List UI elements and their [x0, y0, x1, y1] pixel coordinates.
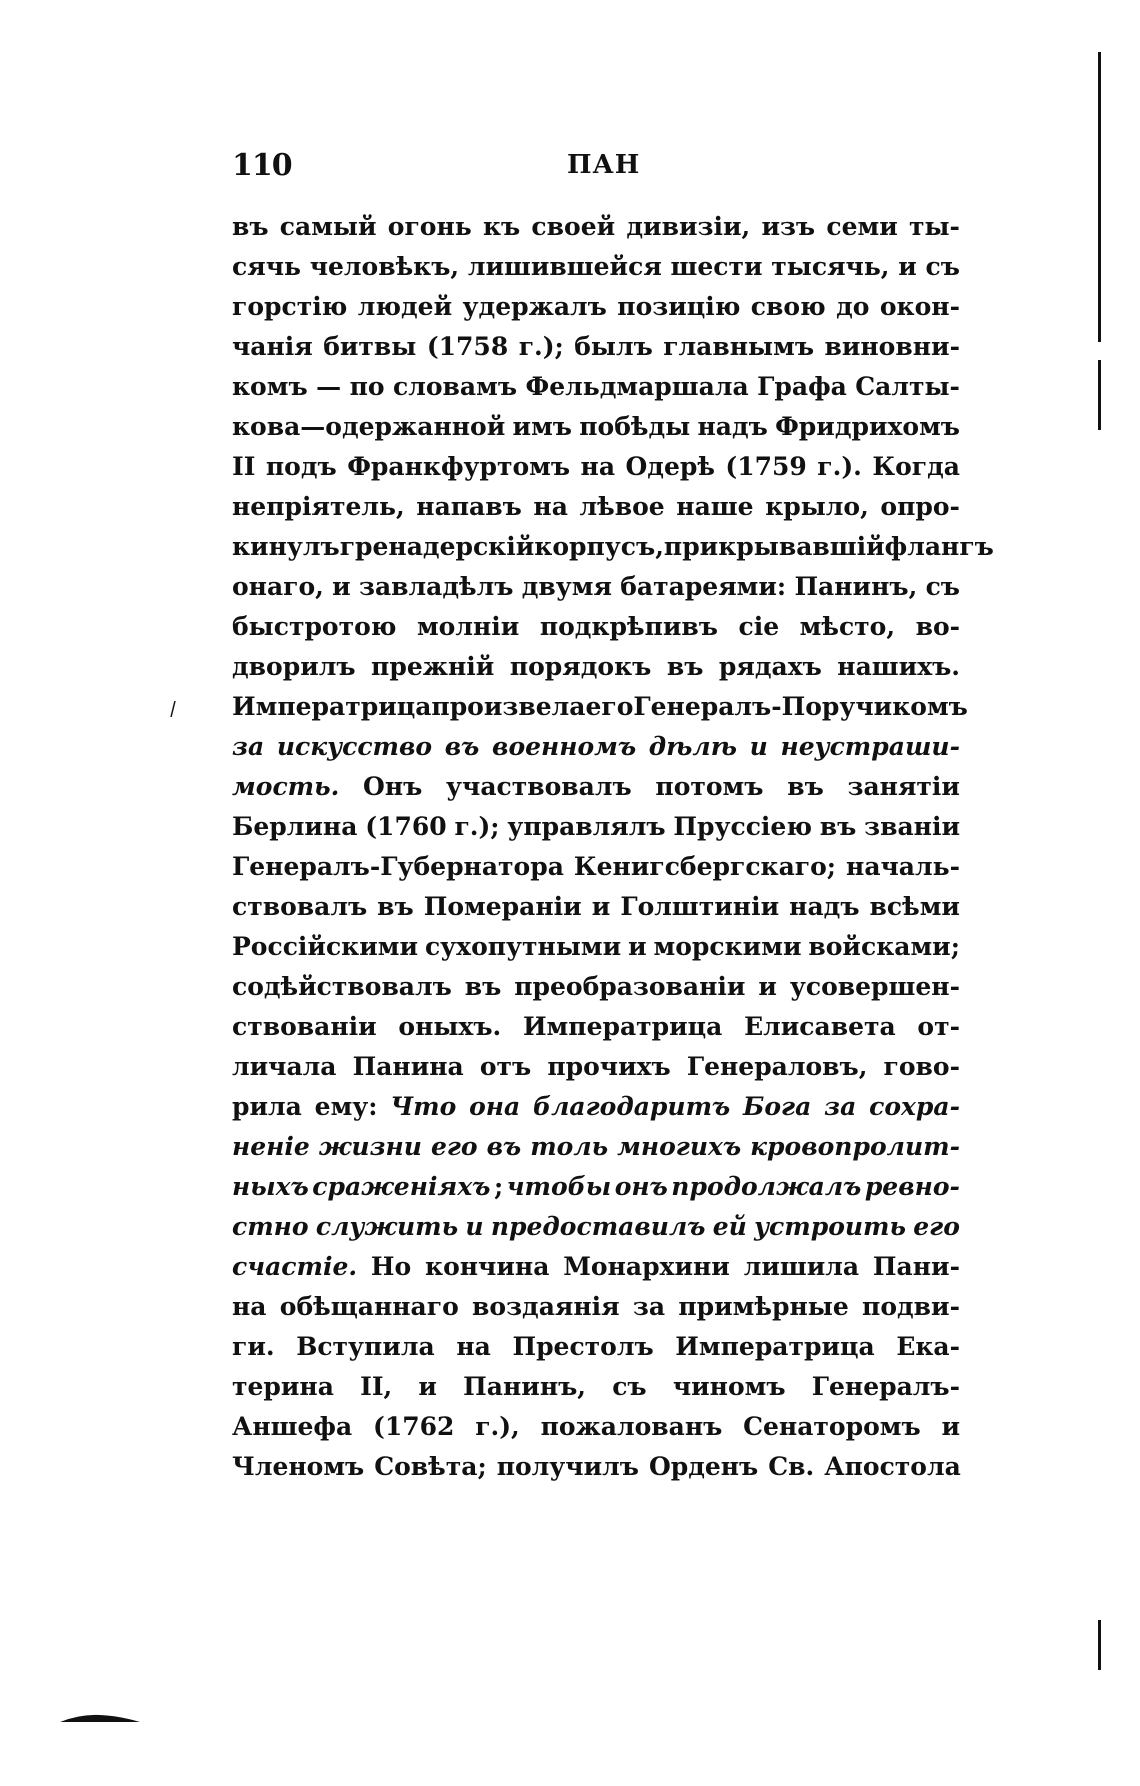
- word: лишила: [743, 1252, 860, 1281]
- text-line: [232, 1412, 960, 1452]
- word: Россійскими: [232, 932, 419, 961]
- word: II,: [360, 1372, 393, 1401]
- page-number: 110: [232, 148, 292, 183]
- word: Императрица: [522, 1012, 723, 1041]
- word: сраженіяхъ: [312, 1172, 491, 1201]
- word: усовершен-: [789, 972, 960, 1001]
- word: Пруссіею: [673, 812, 812, 841]
- word: Бога: [743, 1092, 812, 1121]
- word: лишившейся: [467, 252, 662, 281]
- word: корпусъ,: [534, 532, 664, 561]
- word: дивизіи,: [626, 212, 751, 241]
- text-line: [232, 852, 960, 892]
- word: (1760: [365, 812, 447, 841]
- body-text: [232, 212, 994, 1492]
- word: за: [232, 732, 265, 761]
- word: II: [232, 452, 256, 481]
- word: нашихъ.: [837, 652, 960, 681]
- word: съ: [612, 1372, 647, 1401]
- word: отъ: [479, 1052, 532, 1081]
- page-header: [232, 148, 960, 188]
- word: подкрѣпивъ: [539, 612, 718, 641]
- word: за: [632, 1292, 666, 1321]
- word: прежній: [371, 652, 495, 681]
- text-line: [232, 1252, 960, 1292]
- word: г.);: [518, 332, 564, 361]
- word: въ: [232, 212, 269, 241]
- text-line: [232, 972, 960, 1012]
- word: съ: [925, 252, 960, 281]
- word: прочихъ: [547, 1052, 671, 1081]
- word: участвовалъ: [446, 772, 632, 801]
- running-head: ПАН: [567, 150, 641, 180]
- word: Одерѣ: [625, 452, 715, 481]
- word: мость.: [232, 772, 340, 801]
- word: личала: [232, 1052, 337, 1081]
- word: жизни: [318, 1132, 422, 1161]
- word: оныхъ.: [398, 1012, 502, 1041]
- word: Онъ: [363, 772, 423, 801]
- word: пожалованъ: [540, 1412, 723, 1441]
- word: батареями:: [620, 572, 787, 601]
- word: и: [758, 972, 777, 1001]
- word: устроить: [754, 1212, 906, 1241]
- word: позицію: [617, 292, 741, 321]
- word: получилъ: [496, 1452, 639, 1481]
- word: военномъ: [492, 732, 637, 761]
- text-line: [232, 1212, 960, 1252]
- word: дворилъ: [232, 652, 356, 681]
- word: Членомъ: [232, 1452, 365, 1481]
- word: свою: [750, 292, 826, 321]
- text-line: [232, 1172, 960, 1212]
- word: по: [349, 372, 385, 401]
- word: Монархини: [563, 1252, 730, 1281]
- word: Аншефа: [232, 1412, 353, 1441]
- word: продолжалъ: [671, 1172, 862, 1201]
- word: въ: [444, 732, 480, 761]
- word: онаго,: [232, 572, 324, 601]
- word: Елисавета: [744, 1012, 896, 1041]
- word: Салты-: [855, 372, 960, 401]
- word: рила: [232, 1092, 302, 1121]
- word: от-: [917, 1012, 960, 1041]
- word: лѣвое: [579, 492, 665, 521]
- word: битвы: [323, 332, 417, 361]
- word: самый: [279, 212, 377, 241]
- word: тысячь,: [771, 252, 890, 281]
- word: Императрица: [675, 1332, 875, 1361]
- word: Помераніи: [423, 892, 582, 921]
- word: ствовалъ: [232, 892, 368, 921]
- word: терина: [232, 1372, 334, 1401]
- word: ныхъ: [232, 1172, 309, 1201]
- text-line: [232, 1292, 960, 1332]
- text-line: [232, 932, 960, 972]
- word: виновни-: [824, 332, 960, 361]
- word: флангъ: [884, 532, 994, 561]
- page-edge-rule: [1098, 360, 1101, 430]
- word: Апостола: [824, 1452, 961, 1481]
- word: г.),: [475, 1412, 520, 1441]
- word: подъ: [265, 452, 337, 481]
- word: войсками;: [808, 932, 960, 961]
- word: на: [232, 1292, 267, 1321]
- word: Кенигсбергскаго;: [573, 852, 837, 881]
- scan-smudge-mark: [60, 1712, 140, 1724]
- word: ты-: [908, 212, 960, 241]
- word: наше: [676, 492, 754, 521]
- word: и: [749, 732, 768, 761]
- word: своей: [531, 212, 616, 241]
- word: и: [941, 1412, 960, 1441]
- text-line: [232, 692, 968, 732]
- word: быстротою: [232, 612, 397, 641]
- text-line: [232, 1452, 960, 1492]
- word: Совѣта;: [374, 1452, 487, 1481]
- word: шести: [670, 252, 763, 281]
- word: Берлина: [232, 812, 358, 841]
- word: (1762: [372, 1412, 455, 1441]
- word: содѣйствовалъ: [232, 972, 452, 1001]
- text-line: [232, 572, 960, 612]
- word: и: [418, 1372, 437, 1401]
- word: до: [836, 292, 870, 321]
- word: его: [585, 692, 634, 721]
- word: Генералъ-Поручикомъ: [633, 692, 968, 721]
- page-edge-rule: [1098, 1620, 1101, 1670]
- word: Генераловъ,: [686, 1052, 868, 1081]
- word: съ: [925, 572, 960, 601]
- word: потомъ: [655, 772, 764, 801]
- word: его: [913, 1212, 960, 1241]
- word: во-: [915, 612, 960, 641]
- word: толь: [530, 1132, 609, 1161]
- text-line: [232, 892, 960, 932]
- text-line: [232, 1092, 960, 1132]
- word: рядахъ: [718, 652, 822, 681]
- word: счастіе.: [232, 1252, 358, 1281]
- word: неніе: [232, 1132, 310, 1161]
- word: стно: [232, 1212, 309, 1241]
- word: Императрица: [232, 692, 432, 721]
- word: Панина: [352, 1052, 464, 1081]
- margin-mark: [170, 700, 176, 718]
- text-line: [232, 212, 960, 252]
- word: морскими: [653, 932, 802, 961]
- word: опро-: [880, 492, 960, 521]
- word: Орденъ: [648, 1452, 759, 1481]
- word: искусство: [276, 732, 433, 761]
- text-line: [232, 1052, 960, 1092]
- word: и: [898, 252, 917, 281]
- word: ей: [712, 1212, 747, 1241]
- word: Когда: [872, 452, 960, 481]
- word: крыло,: [765, 492, 869, 521]
- word: Что: [390, 1092, 457, 1121]
- word: (1759: [725, 452, 807, 481]
- word: воздаянія: [472, 1292, 620, 1321]
- word: Генералъ-Губернатора: [232, 852, 564, 881]
- text-line: [232, 252, 960, 292]
- word: онъ: [614, 1172, 668, 1201]
- word: Панинъ,: [463, 1372, 586, 1401]
- word: г.).: [817, 452, 862, 481]
- text-line: [232, 1332, 960, 1372]
- word: Фельдмаршала: [525, 372, 749, 401]
- text-line: [232, 332, 960, 372]
- word: чтобы: [506, 1172, 612, 1201]
- word: служить: [315, 1212, 459, 1241]
- text-line: [232, 492, 960, 532]
- word: Вступила: [296, 1332, 435, 1361]
- word: ги.: [232, 1332, 275, 1361]
- word: въ: [486, 1132, 522, 1161]
- word: комъ: [232, 372, 308, 401]
- word: изъ: [761, 212, 816, 241]
- word: Франкфуртомъ: [347, 452, 571, 481]
- word: надъ: [697, 412, 768, 441]
- word: обѣщаннаго: [279, 1292, 459, 1321]
- word: мѣсто,: [799, 612, 896, 641]
- text-line: [232, 1372, 960, 1412]
- text-line: [232, 652, 960, 692]
- text-line: [232, 452, 960, 492]
- word: на: [533, 492, 568, 521]
- word: Св.: [768, 1452, 815, 1481]
- word: многихъ: [617, 1132, 742, 1161]
- word: она: [469, 1092, 521, 1121]
- word: чиномъ: [672, 1372, 786, 1401]
- word: и: [628, 932, 647, 961]
- word: напавъ: [416, 492, 522, 521]
- word: въ: [666, 652, 704, 681]
- word: Графа: [757, 372, 847, 401]
- word: порядокъ: [509, 652, 652, 681]
- word: горстію: [232, 292, 348, 321]
- word: началь-: [846, 852, 960, 881]
- word: примѣрные: [678, 1292, 849, 1321]
- text-line: [232, 1132, 960, 1172]
- word: на: [456, 1332, 491, 1361]
- word: молніи: [416, 612, 520, 641]
- text-line: [232, 412, 960, 452]
- word: семи: [826, 212, 898, 241]
- word: сячь: [232, 252, 301, 281]
- word: занятіи: [847, 772, 960, 801]
- word: имъ: [512, 412, 572, 441]
- word: былъ: [574, 332, 653, 361]
- word: надъ: [789, 892, 860, 921]
- word: его: [430, 1132, 478, 1161]
- text-line: [232, 772, 960, 812]
- word: на: [580, 452, 616, 481]
- word: кончина: [425, 1252, 550, 1281]
- word: Престолъ: [512, 1332, 654, 1361]
- word: человѣкъ,: [309, 252, 460, 281]
- word: предоставилъ: [490, 1212, 706, 1241]
- word: благодаритъ: [533, 1092, 731, 1121]
- word: званіи: [864, 812, 960, 841]
- word: окон-: [879, 292, 960, 321]
- text-line: [232, 372, 960, 412]
- word: и: [332, 572, 351, 601]
- word: кова—одержанной: [232, 412, 506, 441]
- text-line: [232, 1012, 960, 1052]
- text-line: [232, 812, 960, 852]
- word: кровопролит-: [750, 1132, 960, 1161]
- word: людей: [357, 292, 453, 321]
- word: сухопутными: [424, 932, 622, 961]
- word: и: [465, 1212, 484, 1241]
- word: побѣды: [579, 412, 691, 441]
- word: и: [591, 892, 611, 921]
- word: ему:: [314, 1092, 378, 1121]
- word: за: [824, 1092, 857, 1121]
- word: сіе: [738, 612, 780, 641]
- word: преобразованіи: [514, 972, 746, 1001]
- page-edge-rule: [1098, 52, 1101, 342]
- word: Фридрихомъ: [775, 412, 960, 441]
- word: неустраши-: [780, 732, 960, 761]
- word: ревно-: [864, 1172, 960, 1201]
- word: Голштиніи: [620, 892, 780, 921]
- word: въ: [819, 812, 857, 841]
- word: кинулъ: [232, 532, 340, 561]
- word: къ: [482, 212, 521, 241]
- word: прикрывавшій: [663, 532, 885, 561]
- word: главнымъ: [663, 332, 815, 361]
- word: Генералъ-: [811, 1372, 960, 1401]
- text-line: [232, 612, 960, 652]
- text-line: [232, 292, 960, 332]
- word: Ека-: [896, 1332, 960, 1361]
- word: огонь: [387, 212, 472, 241]
- word: въ: [464, 972, 502, 1001]
- word: Но: [370, 1252, 412, 1281]
- word: Сенаторомъ: [743, 1412, 921, 1441]
- word: словамъ: [393, 372, 518, 401]
- word: управлялъ: [507, 812, 666, 841]
- word: непріятель,: [232, 492, 405, 521]
- word: въ: [377, 892, 414, 921]
- word: произвела: [431, 692, 586, 721]
- text-line: [232, 732, 960, 772]
- word: двумя: [521, 572, 612, 601]
- word: гово-: [883, 1052, 960, 1081]
- word: въ: [787, 772, 824, 801]
- word: гренадерскій: [339, 532, 535, 561]
- word: ствованіи: [232, 1012, 377, 1041]
- word: удержалъ: [462, 292, 607, 321]
- word: Панинъ,: [794, 572, 918, 601]
- word: (1758: [426, 332, 509, 361]
- word: чанія: [232, 332, 313, 361]
- word: Пани-: [872, 1252, 960, 1281]
- word: ;: [493, 1172, 504, 1201]
- word: сохра-: [869, 1092, 960, 1121]
- word: дѣлѣ: [648, 732, 737, 761]
- word: завладѣлъ: [359, 572, 514, 601]
- word: подви-: [862, 1292, 960, 1321]
- word: г.);: [454, 812, 500, 841]
- word: —: [316, 372, 342, 401]
- text-line: [232, 532, 994, 572]
- word: всѣми: [869, 892, 960, 921]
